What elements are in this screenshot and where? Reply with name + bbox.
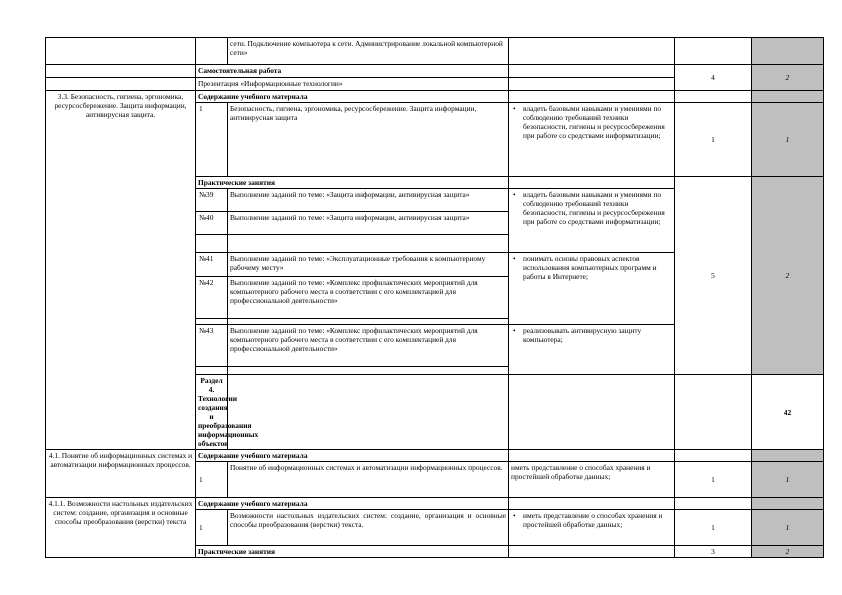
number-cell <box>196 235 228 253</box>
number-cell: №43 <box>196 325 228 367</box>
table-row <box>46 38 824 65</box>
number-cell: 1 <box>196 103 228 177</box>
curriculum-table <box>45 37 824 558</box>
hours-cell <box>675 450 752 462</box>
table-row <box>46 450 824 462</box>
content-cell: Безопасность, гигиена, эргономика, ресурсосбережение. Защита информации, антивирусная защита <box>228 103 509 177</box>
number-cell <box>196 367 228 375</box>
outcome-item: • иметь представление о способах хранения и простейшей обработке данных; <box>511 511 672 529</box>
number-cell: 1 <box>196 462 228 498</box>
outcome-cell <box>509 450 675 462</box>
hours-cell: 42 <box>752 375 824 450</box>
content-header: Содержание учебного материала <box>196 91 509 103</box>
content-cell: Понятие об информационных системах и автоматизации информационных процессов. <box>228 462 509 498</box>
self-work-header: Самостоятельная работа <box>196 65 509 78</box>
level-cell <box>752 91 824 103</box>
level-cell <box>752 450 824 462</box>
level-cell: 2 <box>752 177 824 375</box>
content-cell: сети. Подключение компьютера к сети. Администрирование локальной компьютерной сети» <box>228 38 509 65</box>
outcome-cell <box>675 375 752 450</box>
outcome-cell <box>509 546 675 558</box>
hours-cell: 3 <box>675 546 752 558</box>
outcome-cell <box>509 498 675 510</box>
outcome-cell <box>509 78 675 91</box>
level-cell: 2 <box>752 65 824 91</box>
number-cell: №40 <box>196 212 228 235</box>
outcome-cell <box>509 103 675 177</box>
content-cell: Выполнение заданий по теме: «Комплекс профилактических мероприятий для компьютерного рабочего места в соответствии с его комплектацией для профессиональной деятельности» <box>228 325 509 367</box>
level-cell <box>752 498 824 510</box>
outcome-item: • владеть базовыми навыками и умениями по соблюдению требований техники безопасности, гигиены и ресурсосбережения при работе со средствами информатизации; <box>511 104 672 140</box>
outcome-item: • владеть базовыми навыками и умениями по соблюдению требований техники безопасности, гигиены и ресурсосбережения при работе со средствами информатизации; <box>511 190 672 226</box>
hours-cell: 4 <box>675 65 752 91</box>
number-cell: №41 <box>196 253 228 277</box>
practice-header: Практические занятия <box>196 546 509 558</box>
outcome-cell <box>509 91 675 103</box>
level-cell: 1 <box>752 510 824 546</box>
content-cell: Выполнение заданий по теме: «Комплекс профилактических мероприятий для компьютерного рабочего места в соответствии с его комплектацией для профессиональной деятельности» <box>228 277 509 319</box>
topic-4-1-title: 4.1. Понятие об информационных системах и автоматизации информационных процессов. <box>46 450 196 498</box>
table-row <box>46 65 824 78</box>
level-cell: 1 <box>752 103 824 177</box>
number-cell: 1 <box>196 510 228 546</box>
hours-cell <box>675 498 752 510</box>
content-header: Содержание учебного материала <box>196 498 509 510</box>
outcome-cell <box>509 38 675 65</box>
content-header: Содержание учебного материала <box>196 450 509 462</box>
hours-cell <box>675 38 752 65</box>
level-cell: 2 <box>752 546 824 558</box>
outcome-cell <box>509 253 675 325</box>
self-work-presentation: Презентация «Информационные технологии» <box>196 78 509 91</box>
hours-cell: 1 <box>675 462 752 498</box>
outcome-cell: иметь представление о способах хранения и простейшей обработке данных; <box>509 462 675 498</box>
content-cell: Выполнение заданий по теме: «Эксплуатационные требования к компьютерному рабочему месту» <box>228 253 509 277</box>
hours-cell: 5 <box>675 177 752 375</box>
table-row <box>46 91 824 103</box>
level-cell: 1 <box>752 462 824 498</box>
hours-cell: 1 <box>675 103 752 177</box>
content-cell: Выполнение заданий по теме: «Защита информации, антивирусная защита» <box>228 212 509 235</box>
outcome-item: • реализовывать антивирусную защиту компьютера; <box>511 326 672 344</box>
topic-3-3-title: 3.3. Безопасность, гигиена, эргономика, ресурсосбережение. Защита информации, антивирусная защита. <box>46 91 196 450</box>
content-cell: Выполнение заданий по теме: «Защита информации, антивирусная защита» <box>228 189 509 212</box>
outcome-cell <box>509 325 675 375</box>
content-cell <box>228 367 509 375</box>
theme-cell <box>46 78 196 91</box>
table-row <box>46 498 824 510</box>
content-cell <box>509 375 675 450</box>
outcome-cell <box>509 65 675 78</box>
hours-cell: 1 <box>675 510 752 546</box>
outcome-cell <box>509 510 675 546</box>
number-cell: №42 <box>196 277 228 319</box>
number-cell <box>228 375 509 450</box>
topic-4-1-1-title: 4.1.1. Возможности настольных издательских систем: создание, организация и основные способы преобразования (верстки) текста <box>46 498 196 558</box>
theme-cell <box>46 65 196 78</box>
level-cell <box>752 38 824 65</box>
theme-cell <box>46 38 196 65</box>
outcome-item: • понимать основы правовых аспектов использования компьютерных программ и работы в Интернете; <box>511 254 672 281</box>
content-cell: Возможности настольных издательских систем: создание, организация и основные способы преобразования (верстки) текста. <box>228 510 509 546</box>
practice-header: Практические занятия <box>196 177 509 189</box>
number-cell <box>196 38 228 65</box>
number-cell: №39 <box>196 189 228 212</box>
outcome-cell <box>509 177 675 189</box>
section-4-title: Раздел 4. Технологии создания и преобразования информационных объектов <box>196 375 228 450</box>
outcome-cell <box>509 189 675 253</box>
hours-cell <box>675 91 752 103</box>
content-cell <box>228 235 509 253</box>
